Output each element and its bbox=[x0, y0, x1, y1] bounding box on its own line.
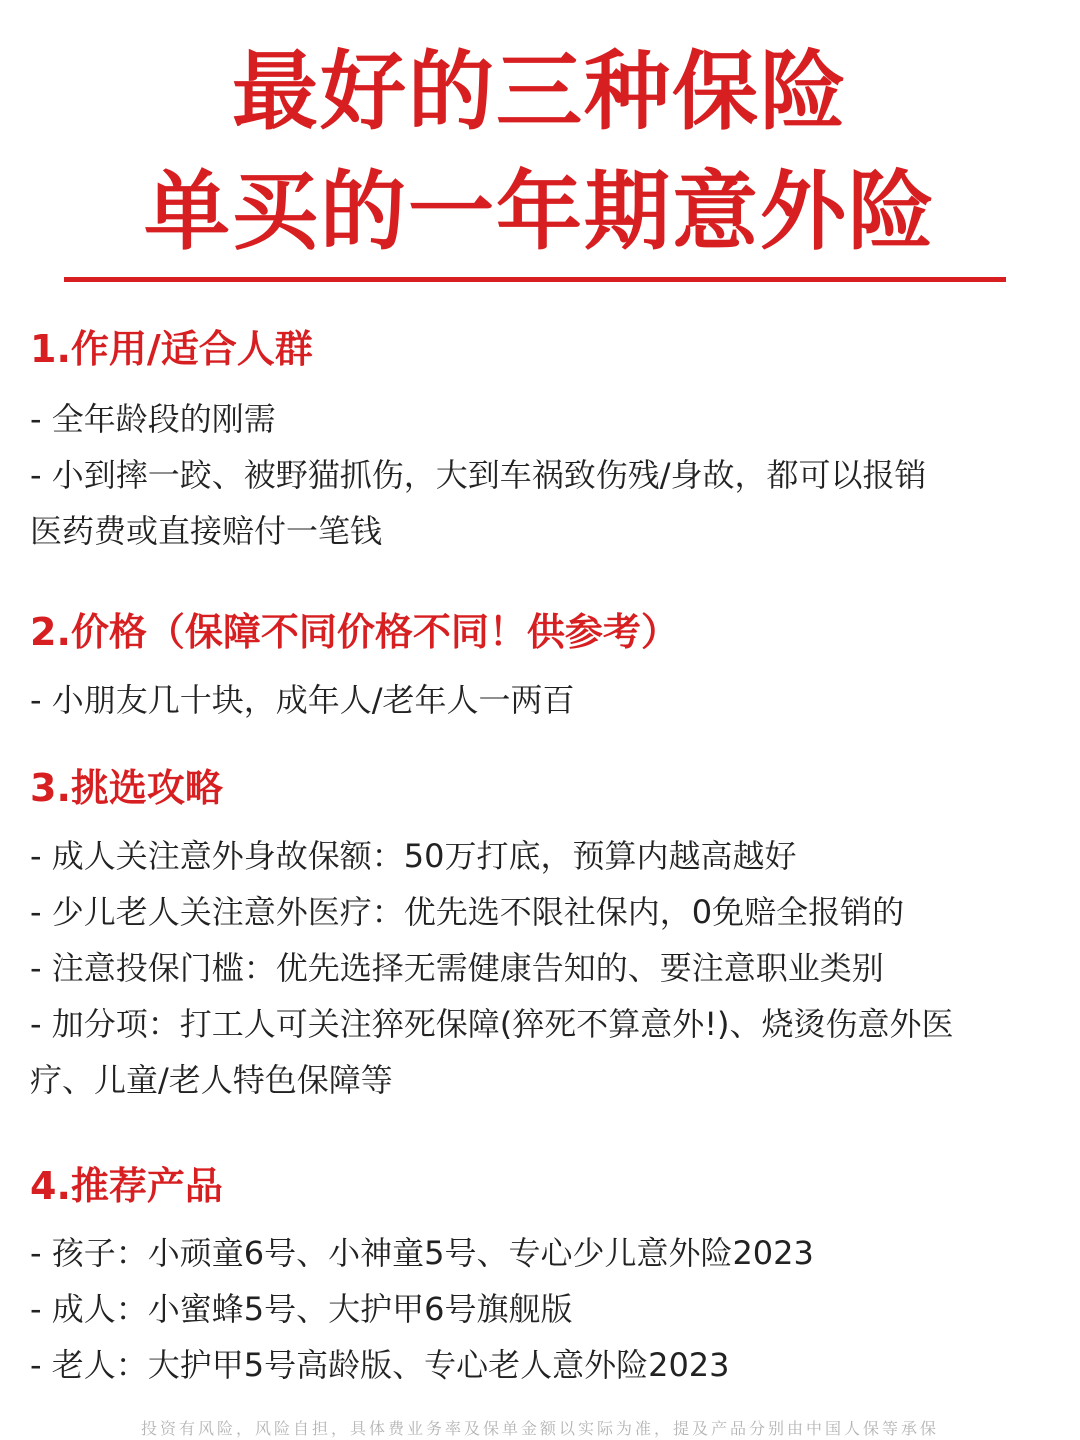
section-line: - 孩子：小顽童6号、小神童5号、专心少儿意外险2023 bbox=[30, 1234, 814, 1272]
section-line: 医药费或直接赔付一笔钱 bbox=[30, 512, 383, 550]
section-line: - 小到摔一跤、被野猫抓伤，大到车祸致伤残/身故，都可以报销 bbox=[30, 456, 927, 494]
section-line: - 小朋友几十块，成年人/老年人一两百 bbox=[30, 681, 575, 719]
section-line: - 注意投保门槛：优先选择无需健康告知的、要注意职业类别 bbox=[30, 949, 884, 987]
section-heading-products: 4.推荐产品 bbox=[30, 1164, 223, 1208]
section-line: 疗、儿童/老人特色保障等 bbox=[30, 1061, 393, 1099]
section-line: - 老人：大护甲5号高龄版、专心老人意外险2023 bbox=[30, 1346, 730, 1384]
section-line: - 少儿老人关注意外医疗：优先选不限社保内，0免赔全报销的 bbox=[30, 893, 905, 931]
section-heading-price: 2.价格（保障不同价格不同！供参考） bbox=[30, 610, 679, 654]
page-subtitle: 单买的一年期意外险 bbox=[144, 162, 936, 262]
page-title: 最好的三种保险 bbox=[232, 42, 848, 142]
title-divider bbox=[64, 277, 1006, 282]
section-line: - 全年龄段的刚需 bbox=[30, 400, 276, 438]
footer-disclaimer: 投资有风险，风险自担，具体费业务率及保单金额以实际为准，提及产品分别由中国人保等承保 bbox=[140, 1419, 939, 1438]
section-heading-tips: 3.挑选攻略 bbox=[30, 766, 223, 810]
section-line: - 成人关注意外身故保额：50万打底，预算内越高越好 bbox=[30, 837, 797, 875]
section-heading-usage: 1.作用/适合人群 bbox=[30, 327, 313, 371]
section-line: - 加分项：打工人可关注猝死保障(猝死不算意外!)、烧烫伤意外医 bbox=[30, 1005, 954, 1043]
section-line: - 成人：小蜜蜂5号、大护甲6号旗舰版 bbox=[30, 1290, 573, 1328]
